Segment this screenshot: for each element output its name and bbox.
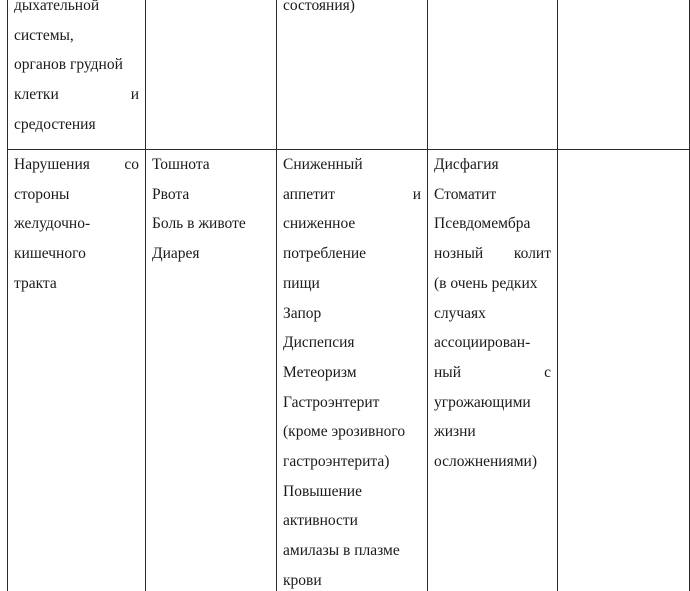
cell-text-line: ассоциирован- [434,334,531,352]
cell-text-line: желудочно- [14,215,91,233]
cell-text-word: с [544,363,551,381]
cell-text-line: Рвота [152,185,190,203]
cell-text-line: (в очень редких [434,274,538,292]
cell-text-word: нозный [434,245,484,263]
cell-text-line: стороны [14,185,70,203]
frequency-column-3-cell [428,0,558,150]
cell-text-line: Повышение [283,482,362,500]
cell-text-line: Диспепсия [283,334,355,352]
cell-text-line: кишечного [14,245,86,263]
cell-text-line [283,180,421,210]
cell-text-line: Дисфагия [434,156,499,173]
cell-text-word: аппетит [283,185,335,203]
cell-text-line [434,358,551,388]
cell-text-line: системы, [14,26,74,44]
cell-text-line: потребление [283,245,367,263]
cell-text-word: Нарушения [14,156,90,173]
cell-text-line: (кроме эрозивного [283,423,406,441]
cell-text-line: Запор [283,304,322,322]
cell-text-line: пищи [283,274,320,292]
table-row-respiratory-continued [8,0,690,150]
frequency-column-1-cell [146,150,277,591]
cell-text-line: гастроэнтерита) [283,453,390,471]
cell-text-word: клетки [14,86,59,104]
cell-text-word: и [412,185,421,203]
frequency-column-3-cell [428,150,558,591]
cell-text-word: ный [434,363,462,381]
frequency-column-2-cell [277,150,428,591]
cell-text-line: случаях [434,304,486,322]
cell-text-word: и [130,86,139,104]
cell-text-line: активности [283,512,358,530]
frequency-column-1-cell [146,0,277,150]
cell-text-line [14,80,139,110]
cell-text-line: Тошнота [152,156,210,173]
frequency-column-4-cell [558,0,690,150]
cell-text-line: дыхательной [14,0,100,14]
cell-text-line: Сниженный [283,156,363,173]
cell-text-line [434,239,551,269]
frequency-column-2-cell [277,0,428,150]
cell-text-line: тракта [14,274,57,292]
cell-text-line: средостения [14,115,96,133]
organ-system-cell [8,150,146,591]
cell-text-line: Боль в животе [152,215,246,233]
cell-text-word: со [124,156,139,173]
adverse-effects-table [7,0,690,591]
cell-text-line: Стоматит [434,185,497,203]
cell-text-word: колит [513,245,551,263]
cell-text-line: Гастроэнтерит [283,393,380,411]
cell-text-line: Псевдомембра [434,215,531,233]
cell-text-line: крови [283,571,322,589]
cell-text-line: жизни [434,423,476,441]
cell-text-line: амилазы в плазме [283,542,400,560]
cell-text-line: органов грудной [14,56,123,74]
cell-text-line: состояния) [283,0,355,14]
frequency-column-4-cell [558,150,690,591]
cell-text-line: сниженное [283,215,356,233]
cell-text-line [14,150,139,180]
cell-text-line: угрожающими [434,393,531,411]
cell-text-line: Метеоризм [283,363,357,381]
table-row-gastrointestinal [8,150,690,591]
cell-text-line: осложнениями) [434,453,537,471]
organ-system-cell [8,0,146,150]
cell-text-line: Диарея [152,245,200,263]
